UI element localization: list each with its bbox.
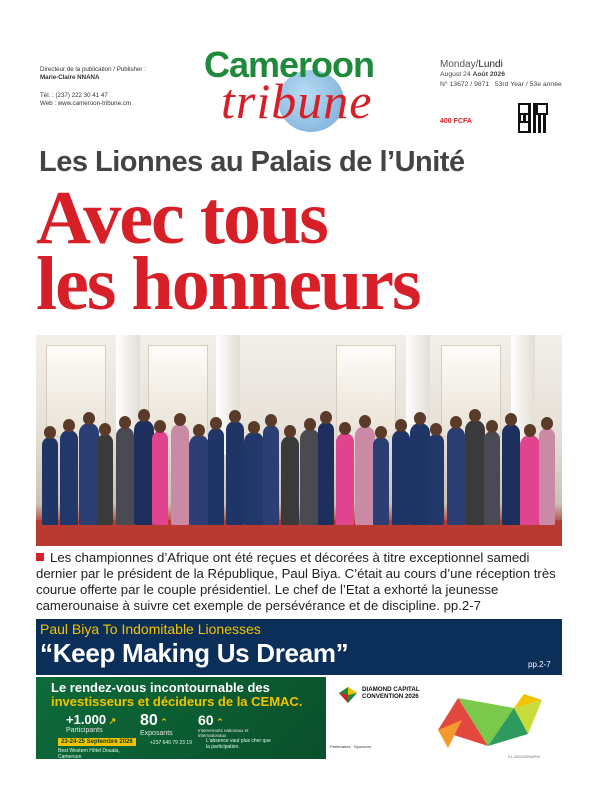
main-headline[interactable] [36,176,576,326]
ad-stat-speakers: 60 ⌃ Intervenants nationaux et internationaux [198,712,264,738]
person-head [524,424,536,437]
date-fr: Août 2026 [472,71,505,78]
person-head [430,423,442,436]
director-name: Marie-Claire NNANA [40,74,100,81]
headline-line-1: Avec tous [36,176,327,260]
ad-dates: 23-24-25 Septembre 2026 [58,738,136,746]
person-figure [502,424,520,525]
person-figure [318,422,334,525]
person-head [63,419,75,432]
ad-phone: +237 640 79 23 19 [150,740,192,746]
ad-venue: Best Western Hôtel Douala, Cameroun [58,748,120,760]
person-head [99,423,111,436]
person-head [119,416,131,429]
ad-stat-exhibitors: 80 ⌃ Exposants [140,712,173,737]
person-head [486,420,498,433]
person-figure [300,429,320,525]
logo-tribune-text: tribune [221,73,373,129]
director-label: Directeur de la publication / Publisher : [40,66,146,73]
ad-line-1: Le rendez-vous incontournable des [51,680,270,695]
day-fr: Lundi [478,59,503,70]
person-head [44,426,56,439]
headline-kicker: Les Lionnes au Palais de l’Unité [39,146,465,178]
person-head [450,416,462,429]
person-figure [520,435,540,525]
person-head [83,412,95,425]
person-figure [281,436,299,525]
person-head [154,420,166,433]
newspaper-logo[interactable] [196,44,396,132]
day-en: Monday/ [440,59,479,70]
ad-stat-participants: +1.000 ↗ Participants [66,712,117,734]
stat-label: Participants [66,727,103,734]
person-head [320,411,332,424]
person-figure [60,430,78,525]
person-figure [355,426,375,525]
lead-caption [36,550,562,614]
person-head [229,410,241,423]
ad-event-name: DIAMOND CAPITAL CONVENTION 2026 [362,686,420,700]
logo-cameroon-text: Cameroon [204,44,375,85]
publisher-info [40,66,200,108]
website: Web : www.cameroon-tribune.cm [40,100,132,107]
person-figure [539,428,555,525]
stat-value: +1.000 [66,712,107,727]
person-figure [465,420,485,525]
issue: N° 13672 / 9871 [440,81,490,88]
person-figure [42,437,58,525]
ad-notice: L'absence vaut plus cher que la participation. [206,738,271,750]
caption-text: Les championnes d’Afrique ont été reçues et décorées à titre exceptionnel samedi dernier par le président de la République, Paul Biya. C’était au cours d’une réception très courue offerte par le couple présidentiel. Le chef de l’Etat a exhorté la jeunesse camerounaise à suivre cet exemple de persévérance et de discipline. pp.2-7 [36,550,556,613]
person-figure [79,423,99,525]
ad-code: 01-2026/2056/PM [508,754,540,759]
person-figure [484,431,500,525]
banner-page-ref: pp.2-7 [528,660,551,669]
stat-label: Exposants [140,730,173,737]
person-figure [208,428,224,525]
person-figure [171,424,189,525]
person-figure [392,430,410,525]
person-figure [189,435,209,525]
person-head [248,421,260,434]
person-head [359,415,371,428]
bullet-icon [36,553,44,561]
person-head [505,413,517,426]
qr-code-icon[interactable] [518,103,548,133]
headline-line-2: les honneurs [36,242,420,326]
date-en: August 24 [440,71,471,78]
person-head [138,409,150,422]
person-head [339,422,351,435]
person-figure [116,427,134,525]
person-head [174,413,186,426]
person-head [414,412,426,425]
issue-info [440,60,590,90]
person-figure [244,432,264,525]
person-head [304,418,316,431]
date [440,70,590,80]
person-figure [410,423,430,525]
person-figure [226,421,244,525]
diamond-icon [338,686,358,704]
person-head [395,419,407,432]
person-figure [263,425,279,525]
banner-subtitle: Paul Biya To Indomitable Lionesses [40,621,261,637]
person-head [375,426,387,439]
person-figure [152,431,168,525]
person-head [210,417,222,430]
lead-photo[interactable] [36,335,562,546]
telephone: Tél. : (237) 222 30 41 47 [40,92,108,99]
person-figure [97,434,113,525]
stat-value: 60 [198,712,214,728]
banner-title: “Keep Making Us Dream” [40,638,349,668]
person-figure [134,420,154,525]
issue-number [440,80,590,90]
prism-graphic-icon [418,690,546,750]
ad-partners: Partenaires · Sponsors [330,744,371,749]
year: 53rd Year / 53e année [494,81,562,88]
person-head [284,425,296,438]
ad-line-2: investisseurs et décideurs de la CEMAC. [51,694,303,709]
person-figure [336,433,354,525]
price: 400 FCFA [440,118,472,125]
stat-value: 80 [140,712,158,729]
person-head [265,414,277,427]
person-figure [373,437,389,525]
person-figure [428,434,444,525]
day [440,60,590,70]
ad-title [51,681,321,709]
stat-label: Intervenants nationaux et internationaux [198,728,249,738]
person-head [541,417,553,430]
person-figure [447,427,465,525]
